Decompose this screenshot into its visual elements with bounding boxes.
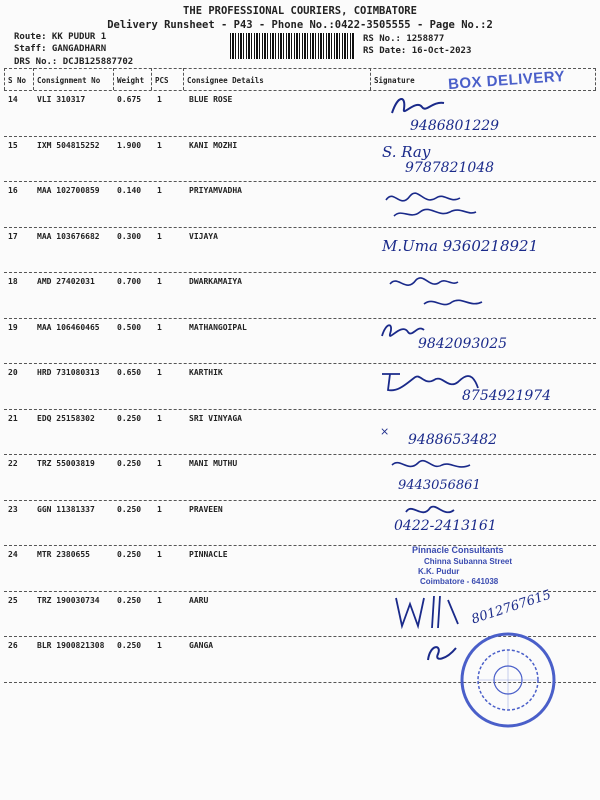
row-consignee: KANI MOZHI <box>189 140 238 150</box>
row-sno: 14 <box>8 95 18 104</box>
row-consignment-no: TRZ 55003819 <box>37 459 95 468</box>
row-divider <box>4 409 596 410</box>
pinnacle-stamp-name: Pinnacle Consultants <box>412 545 504 555</box>
row-pcs: 1 <box>157 504 162 514</box>
row-divider <box>4 181 596 182</box>
handwritten-signature: M.Uma 9360218921 <box>382 237 539 255</box>
signature-scribble <box>384 272 494 318</box>
row-pcs: 1 <box>157 231 162 241</box>
row-divider <box>4 272 596 273</box>
row-pcs: 1 <box>157 413 162 423</box>
row-consignee: BLUE ROSE <box>189 95 233 104</box>
row-consignment-no: VLI 310317 <box>37 95 86 104</box>
row-consignment-no: HRD 731080313 <box>37 368 100 377</box>
row-pcs: 1 <box>157 322 162 332</box>
col-header-weight: Weight <box>117 76 145 85</box>
col-header-consignment: Consignment No <box>37 76 101 85</box>
row-sno: 24 <box>8 550 18 559</box>
rs-number: RS No.: 1258877 <box>363 34 445 44</box>
row-pcs: 1 <box>157 459 162 468</box>
row-pcs: 1 <box>157 641 162 650</box>
row-weight: 0.250 <box>117 595 142 605</box>
handwritten-signature: S. Ray <box>382 143 431 161</box>
pinnacle-stamp-city: Coimbatore - 641038 <box>420 577 499 586</box>
row-sno: 26 <box>8 641 18 650</box>
row-consignment-no: BLR 1900821308 <box>37 641 105 650</box>
row-consignee: DWARKAMAIYA <box>189 277 242 286</box>
row-sno: 15 <box>8 140 18 150</box>
row-weight: 0.250 <box>117 641 142 650</box>
col-divider <box>113 68 114 90</box>
handwritten-phone: 9488653482 <box>408 432 498 448</box>
header-rule-bottom <box>4 90 596 91</box>
signature-scribble <box>380 186 520 228</box>
row-pcs: 1 <box>157 368 162 377</box>
row-sno: 22 <box>8 459 18 468</box>
col-divider <box>33 68 34 90</box>
row-pcs: 1 <box>157 595 162 605</box>
row-consignee: AARU <box>189 595 209 605</box>
row-weight: 0.250 <box>117 459 142 468</box>
col-divider <box>151 68 152 90</box>
handwritten-phone: 9787821048 <box>405 160 495 176</box>
row-consignee: PINNACLE <box>189 550 228 559</box>
row-consignment-no: MAA 102700859 <box>37 186 100 195</box>
row-sno: 21 <box>8 413 18 423</box>
rs-date: RS Date: 16-Oct-2023 <box>363 46 472 56</box>
row-pcs: 1 <box>157 186 162 195</box>
col-divider <box>183 68 184 90</box>
handwritten-phone: 0422-2413161 <box>394 518 497 534</box>
handwritten-phone: 9443056861 <box>398 478 481 493</box>
row-sno: 16 <box>8 186 18 195</box>
handwritten-phone: 9486801229 <box>410 118 500 134</box>
handwritten-phone: 8754921974 <box>462 388 552 404</box>
row-divider <box>4 318 596 319</box>
row-consignment-no: IXM 504815252 <box>37 140 100 150</box>
row-weight: 0.500 <box>117 322 142 332</box>
handwritten-mark: × <box>380 425 390 438</box>
handwritten-phone: 9842093025 <box>418 336 508 352</box>
row-pcs: 1 <box>157 277 162 286</box>
row-sno: 17 <box>8 231 18 241</box>
header-rule-top <box>4 68 596 69</box>
row-consignee: KARTHIK <box>189 368 223 377</box>
row-weight: 0.700 <box>117 277 142 286</box>
row-divider <box>4 136 596 137</box>
row-consignment-no: EDQ 25158302 <box>37 413 95 423</box>
row-sno: 23 <box>8 504 18 514</box>
signature-scribble <box>388 592 468 636</box>
row-weight: 0.140 <box>117 186 142 195</box>
col-header-signature: Signature <box>374 76 415 85</box>
row-weight: 0.675 <box>117 95 142 104</box>
row-divider <box>4 500 596 501</box>
row-divider <box>4 545 596 546</box>
row-sno: 19 <box>8 322 18 332</box>
col-header-pcs: PCS <box>155 76 169 85</box>
col-header-consignee: Consignee Details <box>187 76 264 85</box>
row-consignee: GANGA <box>189 641 214 650</box>
row-sno: 18 <box>8 277 18 286</box>
row-pcs: 1 <box>157 550 162 559</box>
col-divider <box>370 68 371 90</box>
row-weight: 0.250 <box>117 550 142 559</box>
row-sno: 25 <box>8 595 18 605</box>
staff-label: Staff: GANGADHARN <box>14 44 107 54</box>
drs-label: DRS No.: DCJB125887702 <box>14 57 134 67</box>
row-consignment-no: MTR 2380655 <box>37 550 90 559</box>
row-pcs: 1 <box>157 95 162 104</box>
col-header-sno: S No <box>8 76 27 85</box>
signature-scribble <box>422 640 462 670</box>
row-consignment-no: TRZ 190030734 <box>37 595 100 605</box>
col-divider <box>4 68 5 90</box>
row-sno: 20 <box>8 368 18 377</box>
row-pcs: 1 <box>157 140 162 150</box>
row-consignee: PRIYAMVADHA <box>189 186 242 195</box>
barcode <box>230 33 355 59</box>
row-consignee: MANI MUTHU <box>189 459 238 468</box>
row-divider <box>4 363 596 364</box>
runsheet-title: Delivery Runsheet - P43 - Phone No.:0422-3505555 - Page No.:2 <box>107 19 493 31</box>
row-consignee: PRAVEEN <box>189 504 223 514</box>
row-weight: 0.250 <box>117 413 142 423</box>
pinnacle-stamp-address: Chinna Subanna Street <box>424 557 513 566</box>
round-seal-stamp <box>458 630 558 730</box>
pinnacle-stamp-area: K.K. Pudur <box>418 567 460 576</box>
col-divider <box>595 68 596 90</box>
route-label: Route: KK PUDUR 1 <box>14 32 107 42</box>
row-consignee: MATHANGOIPAL <box>189 322 247 332</box>
row-consignment-no: AMD 27402031 <box>37 277 95 286</box>
row-weight: 1.900 <box>117 140 142 150</box>
box-delivery-stamp: BOX DELIVERY <box>447 67 566 94</box>
row-weight: 0.250 <box>117 504 142 514</box>
handwritten-phone: 8012767615 <box>469 587 554 628</box>
row-weight: 0.650 <box>117 368 142 377</box>
company-title: THE PROFESSIONAL COURIERS, COIMBATORE <box>183 5 417 17</box>
row-divider <box>4 454 596 455</box>
row-weight: 0.300 <box>117 231 142 241</box>
row-consignee: VIJAYA <box>189 231 218 241</box>
row-consignee: SRI VINYAGA <box>189 413 242 423</box>
row-divider <box>4 591 596 592</box>
row-consignment-no: MAA 103676682 <box>37 231 100 241</box>
row-consignment-no: MAA 106460465 <box>37 322 100 332</box>
row-consignment-no: GGN 11381337 <box>37 504 95 514</box>
